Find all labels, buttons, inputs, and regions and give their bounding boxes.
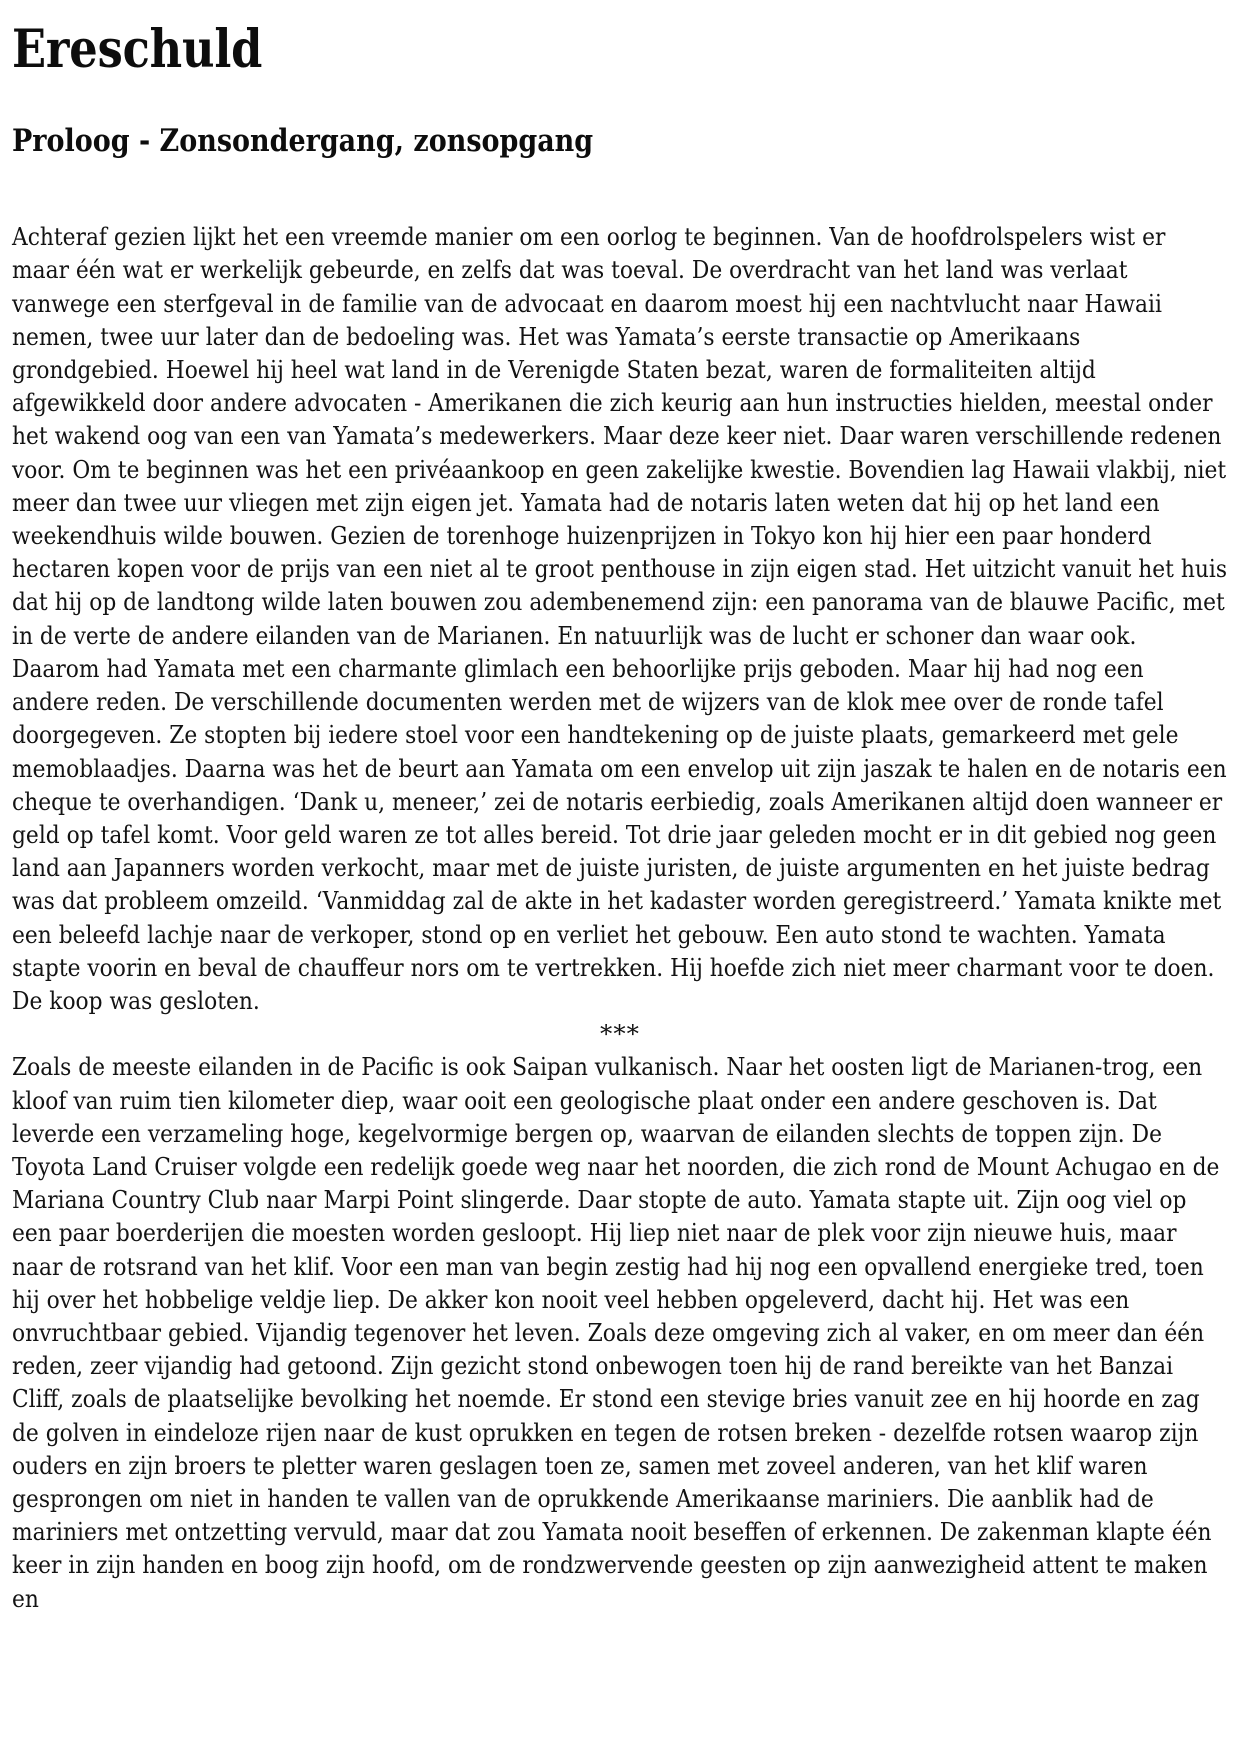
paragraph-1: Achteraf gezien lijkt het een vreemde manier om een oorlog te beginnen. Van de hoofdrolspelers wist er maar één wat er werkelijk gebeurde, en zelfs dat was toeval. De overdracht van het land was verlaat vanwege een sterfgeval in de familie van de advocaat en daarom moest hij een nachtvlucht naar Hawaii nemen, twee uur later dan de bedoeling was. Het was Yamata’s eerste transactie op Amerikaans grondgebied. Hoewel hij heel wat land in de Verenigde Staten bezat, waren de formaliteiten altijd afgewikkeld door andere advocaten - Amerikanen die zich keurig aan hun instructies hielden, meestal onder het wakend oog van een van Yamata’s medewerkers. Maar deze keer niet. Daar waren verschillende redenen voor. Om te beginnen was het een privéaankoop en geen zakelijke kwestie. Bovendien lag Hawaii vlakbij, niet meer dan twee uur vliegen met zijn eigen jet. Yamata had de notaris laten weten dat hij op het land een weekendhuis wilde bouwen. Gezien de torenhoge huizenprijzen in Tokyo kon hij hier een paar honderd hectaren kopen voor de prijs van een niet al te groot penthouse in zijn eigen stad. Het uitzicht vanuit het huis dat hij op de landtong wilde laten bouwen zou adembenemend zijn: een panorama van de blauwe Pacific, met in de verte de andere eilanden van de Marianen. En natuurlijk was de lucht er schoner dan waar ook. Daarom had Yamata met een charmante glimlach een behoorlijke prijs geboden. Maar hij had nog een andere reden. De verschillende documenten werden met de wijzers van de klok mee over de ronde tafel doorgegeven. Ze stopten bij iedere stoel voor een handtekening op de juiste plaats, gemarkeerd met gele memoblaadjes. Daarna was het de beurt aan Yamata om een envelop uit zijn jaszak te halen en de notaris een cheque te overhandigen. ‘Dank u, meneer,’ zei de notaris eerbiedig, zoals Amerikanen altijd doen wanneer er geld op tafel komt. Voor geld waren ze tot alles bereid. Tot drie jaar geleden mocht er in dit gebied nog geen land aan Japanners worden verkocht, maar met de juiste juristen, de juiste argumenten en het juiste bedrag was dat probleem omzeild. ‘Vanmiddag zal de akte in het kadaster worden geregistreerd.’ Yamata knikte met een beleefd lachje naar de verkoper, stond op en verliet het gebouw. Een auto stond te wachten. Yamata stapte voorin en beval de chauffeur nors om te vertrekken. Hij hoefde zich niet meer charmant voor te doen. De koop was gesloten. xyxy=(12,222,1227,1015)
book-title: Ereschuld xyxy=(12,19,263,80)
paragraph-2: Zoals de meeste eilanden in de Pacific is ook Saipan vulkanisch. Naar het oosten ligt de Marianen-trog, een kloof van ruim tien kilometer diep, waar ooit een geologische plaat onder een andere geschoven is. Dat leverde een verzameling hoge, kegelvormige bergen op, waarvan de eilanden slechts de toppen zijn. De Toyota Land Cruiser volgde een redelijk goede weg naar het noorden, die zich rond de Mount Achugao en de Mariana Country Club naar Marpi Point slingerde. Daar stopte de auto. Yamata stapte uit. Zijn oog viel op een paar boerderijen die moesten worden gesloopt. Hij liep niet naar de plek voor zijn nieuwe huis, maar naar de rotsrand van het klif. Voor een man van begin zestig had hij nog een opvallend energieke tred, toen hij over het hobbelige veldje liep. De akker kon nooit veel hebben opgeleverd, dacht hij. Het was een onvruchtbaar gebied. Vijandig tegenover het leven. Zoals deze omgeving zich al vaker, en om meer dan één reden, zeer vijandig had getoond. Zijn gezicht stond onbewogen toen hij de rand bereikte van het Banzai Cliff, zoals de plaatselijke bevolking het noemde. Er stond een stevige bries vanuit zee en hij hoorde en zag de golven in eindeloze rijen naar de kust oprukken en tegen de rotsen breken - dezelfde rotsen waarop zijn ouders en zijn broers te pletter waren geslagen toen ze, samen met zoveel anderen, van het klif waren gesprongen om niet in handen te vallen van de oprukkende Amerikaanse mariniers. Die aanblik had de mariniers met ontzetting vervuld, maar dat zou Yamata nooit beseffen of erkennen. De zakenman klapte één keer in zijn handen en boog zijn hoofd, om de rondzwervende geesten op zijn aanwezigheid attent te maken en xyxy=(12,1052,1220,1613)
chapter-title: Proloog - Zonsondergang, zonsopgang xyxy=(12,123,594,160)
body-text xyxy=(12,220,1228,1615)
scene-break-divider: *** xyxy=(600,1019,640,1049)
